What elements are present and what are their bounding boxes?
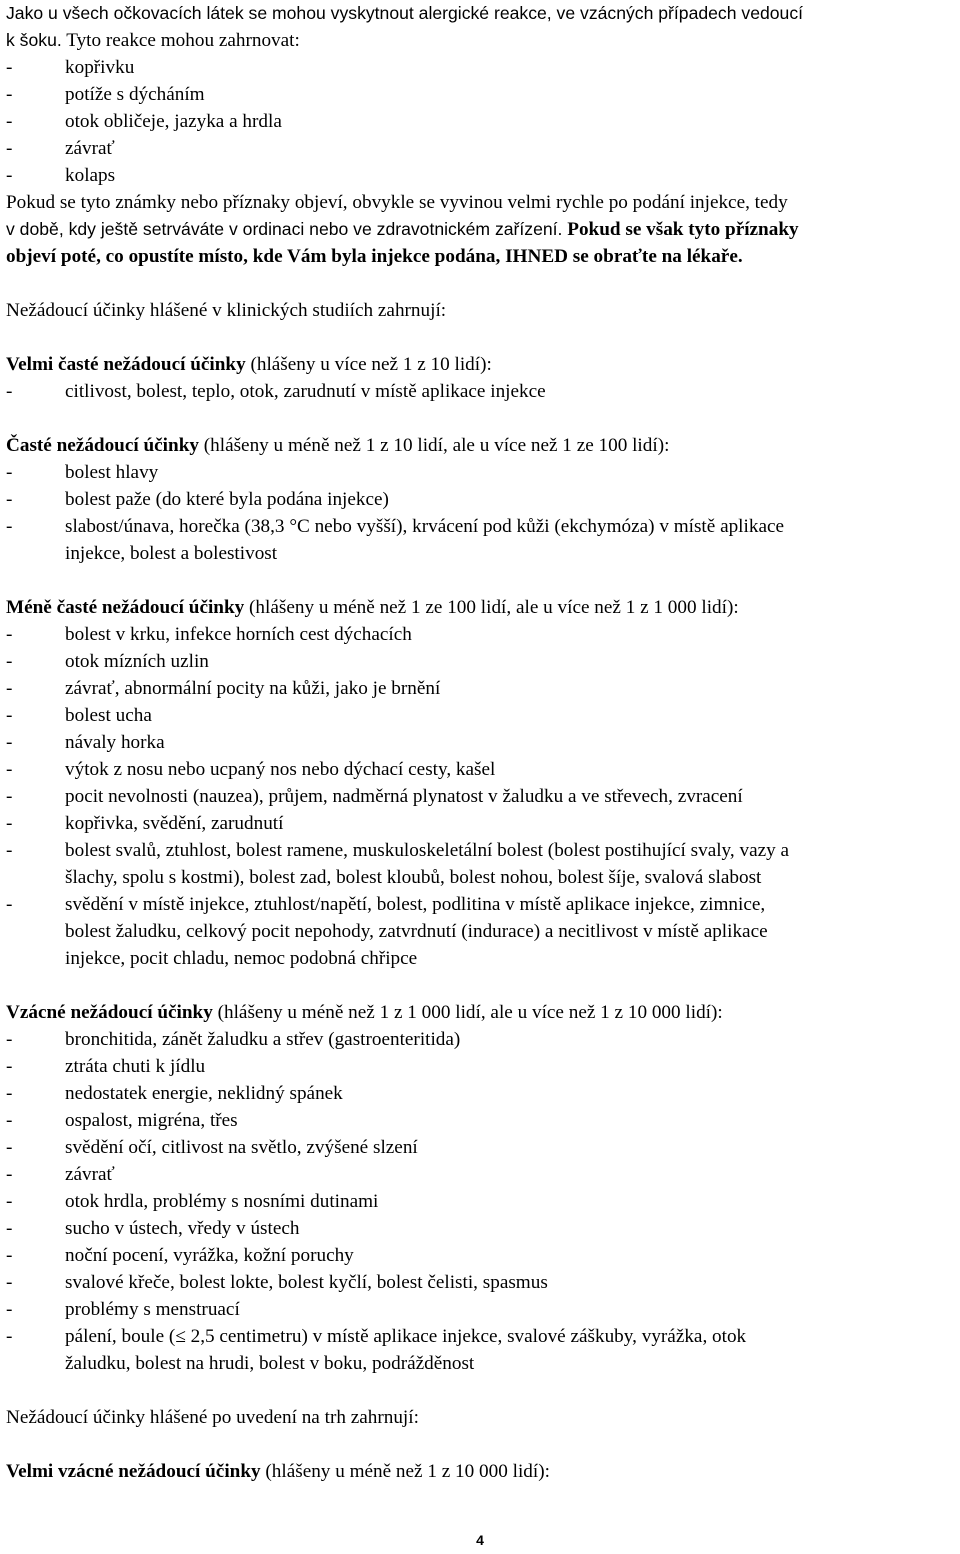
intro-line-2: k šoku. Tyto reakce mohou zahrnovat: xyxy=(6,30,300,51)
clinical-intro: Nežádoucí účinky hlášené v klinických studiích zahrnují: xyxy=(6,300,447,321)
section-heading-very-rare: Velmi vzácné nežádoucí účinky (hlášeny u méně než 1 z 10 000 lidí): xyxy=(6,1461,550,1482)
section-heading-common: Časté nežádoucí účinky (hlášeny u méně než 1 z 10 lidí, ale u více než 1 ze 100 lidí): xyxy=(6,435,670,456)
section-heading-uncommon: Méně časté nežádoucí účinky (hlášeny u méně než 1 ze 100 lidí, ale u více než 1 z 1 000 lidí): xyxy=(6,597,739,618)
intro-paragraph-line-2: v době, kdy ještě setrváváte v ordinaci nebo ve zdravotnickém zařízení. Pokud se však tyto příznaky xyxy=(6,219,799,240)
page-number: 4 xyxy=(476,1532,484,1548)
section-heading-rare: Vzácné nežádoucí účinky (hlášeny u méně než 1 z 1 000 lidí, ale u více než 1 z 10 000 lidí): xyxy=(6,1002,723,1023)
post-marketing-intro: Nežádoucí účinky hlášené po uvedení na trh zahrnují: xyxy=(6,1407,419,1428)
section-heading-very-common: Velmi časté nežádoucí účinky (hlášeny u více než 1 z 10 lidí): xyxy=(6,354,492,375)
intro-line-1: Jako u všech očkovacích látek se mohou vyskytnout alergické reakce, ve vzácných případech vedoucí xyxy=(6,3,804,23)
intro-warning: objeví poté, co opustíte místo, kde Vám byla injekce podána, IHNED se obraťte na lékaře. xyxy=(6,246,743,267)
intro-paragraph-line-1: Pokud se tyto známky nebo příznaky objeví, obvykle se vyvinou velmi rychle po podání injekce, tedy xyxy=(6,192,788,213)
